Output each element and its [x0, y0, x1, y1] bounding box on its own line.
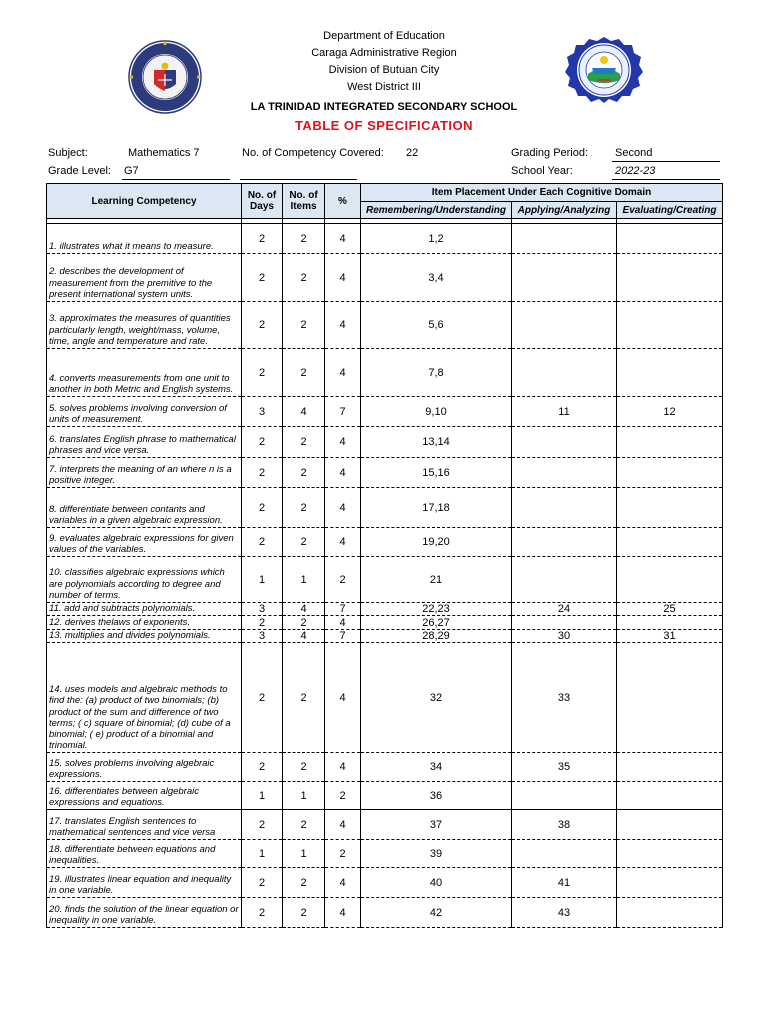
items-cell: 2: [283, 616, 325, 630]
days-cell: 2: [242, 616, 283, 630]
days-cell: 1: [242, 557, 283, 603]
competency-cell: 9. evaluates algebraic expressions for given values of the variables.: [47, 528, 242, 557]
days-cell: 2: [242, 643, 283, 753]
evaluating-items-cell: [617, 528, 723, 557]
applying-items-cell: [512, 488, 617, 528]
evaluating-items-cell: [617, 302, 723, 349]
competency-cell: 18. differentiate between equations and inequalities.: [47, 840, 242, 868]
percent-cell: 4: [325, 643, 361, 753]
table-row: [47, 868, 723, 898]
department-name: Department of Education: [323, 30, 445, 42]
evaluating-items-cell: [617, 224, 723, 254]
evaluating-items-cell: [617, 616, 723, 630]
competency-cell: 2. describes the development of measurement from the premitive to the present international system units.: [47, 254, 242, 302]
remembering-items-cell: 7,8: [361, 349, 512, 397]
grading-period-underline: [612, 161, 720, 162]
evaluating-items-cell: 12: [617, 397, 723, 427]
competency-cell: 19. illustrates linear equation and inequality in one variable.: [47, 868, 242, 898]
school-year-value: 2022-23: [615, 165, 656, 177]
items-cell: 2: [283, 898, 325, 928]
evaluating-items-cell: [617, 254, 723, 302]
remembering-items-cell: 15,16: [361, 458, 512, 488]
table-row: [47, 898, 723, 928]
items-cell: 2: [283, 349, 325, 397]
remembering-items-cell: 21: [361, 557, 512, 603]
items-cell: 2: [283, 643, 325, 753]
applying-items-cell: [512, 427, 617, 458]
applying-items-cell: 24: [512, 603, 617, 616]
percent-cell: 4: [325, 898, 361, 928]
applying-items-cell: 43: [512, 898, 617, 928]
competency-cell: 12. derives thelaws of exponents.: [47, 616, 242, 630]
grade-level-value: G7: [124, 165, 139, 177]
evaluating-items-cell: [617, 643, 723, 753]
competency-cell: 7. interprets the meaning of an where n is a positive integer.: [47, 458, 242, 488]
evaluating-items-cell: 25: [617, 603, 723, 616]
percent-cell: 4: [325, 224, 361, 254]
items-cell: 4: [283, 397, 325, 427]
days-cell: 2: [242, 254, 283, 302]
evaluating-items-cell: [617, 458, 723, 488]
applying-items-cell: [512, 458, 617, 488]
days-cell: 2: [242, 528, 283, 557]
table-row: [47, 603, 723, 616]
evaluating-items-cell: [617, 488, 723, 528]
district-name: West District III: [347, 81, 421, 93]
percent-cell: 4: [325, 753, 361, 782]
evaluating-items-cell: [617, 840, 723, 868]
table-row: [47, 643, 723, 753]
days-cell: 2: [242, 753, 283, 782]
document-title: TABLE OF SPECIFICATION: [294, 118, 474, 133]
evaluating-items-cell: 31: [617, 630, 723, 643]
days-cell: 2: [242, 810, 283, 840]
items-cell: 2: [283, 458, 325, 488]
table-row: [47, 810, 723, 840]
table-row: [47, 557, 723, 603]
percent-cell: 4: [325, 616, 361, 630]
evaluating-items-cell: [617, 557, 723, 603]
items-cell: 4: [283, 603, 325, 616]
days-cell: 2: [242, 427, 283, 458]
evaluating-items-cell: [617, 427, 723, 458]
grade-level-label: Grade Level:: [48, 165, 111, 177]
header-no-of-items: No. of Items: [283, 184, 325, 219]
table-row: [47, 397, 723, 427]
remembering-items-cell: 40: [361, 868, 512, 898]
days-cell: 2: [242, 458, 283, 488]
table-row: [47, 458, 723, 488]
items-cell: 2: [283, 868, 325, 898]
competency-cell: 11. add and subtracts polynomials.: [47, 603, 242, 616]
items-cell: 2: [283, 427, 325, 458]
table-row: [47, 302, 723, 349]
competency-cell: 17. translates English sentences to mathematical sentences and vice versa: [47, 810, 242, 840]
items-cell: 2: [283, 224, 325, 254]
applying-items-cell: [512, 254, 617, 302]
percent-cell: 4: [325, 488, 361, 528]
items-cell: 1: [283, 557, 325, 603]
remembering-items-cell: 13,14: [361, 427, 512, 458]
remembering-items-cell: 26,27: [361, 616, 512, 630]
evaluating-items-cell: [617, 810, 723, 840]
competency-cell: 15. solves problems involving algebraic expressions.: [47, 753, 242, 782]
items-cell: 1: [283, 840, 325, 868]
applying-items-cell: [512, 302, 617, 349]
competency-cell: 6. translates English phrase to mathematical phrases and vice versa.: [47, 427, 242, 458]
table-row: [47, 427, 723, 458]
percent-cell: 4: [325, 302, 361, 349]
percent-cell: 7: [325, 397, 361, 427]
days-cell: 2: [242, 302, 283, 349]
school-year-underline: [612, 179, 720, 180]
evaluating-items-cell: [617, 349, 723, 397]
evaluating-items-cell: [617, 868, 723, 898]
remembering-items-cell: 32: [361, 643, 512, 753]
table-row: [47, 224, 723, 254]
applying-items-cell: 38: [512, 810, 617, 840]
applying-items-cell: 41: [512, 868, 617, 898]
days-cell: 2: [242, 898, 283, 928]
subject-label: Subject:: [48, 147, 88, 159]
remembering-items-cell: 17,18: [361, 488, 512, 528]
items-cell: 2: [283, 753, 325, 782]
items-cell: 2: [283, 810, 325, 840]
remembering-items-cell: 19,20: [361, 528, 512, 557]
table-row: [47, 349, 723, 397]
table-row: [47, 782, 723, 810]
applying-items-cell: [512, 557, 617, 603]
items-cell: 2: [283, 488, 325, 528]
percent-cell: 4: [325, 349, 361, 397]
days-cell: 2: [242, 349, 283, 397]
competency-cell: 8. differentiate between contants and variables in a given algebraic expression.: [47, 488, 242, 528]
evaluating-items-cell: [617, 753, 723, 782]
grading-period-label: Grading Period:: [511, 147, 589, 159]
percent-cell: 4: [325, 427, 361, 458]
days-cell: 3: [242, 603, 283, 616]
percent-cell: 4: [325, 810, 361, 840]
specification-table: [46, 183, 723, 928]
days-cell: 2: [242, 224, 283, 254]
applying-items-cell: [512, 528, 617, 557]
applying-items-cell: [512, 616, 617, 630]
percent-cell: 4: [325, 528, 361, 557]
competency-cell: 1. illustrates what it means to measure.: [47, 224, 242, 254]
applying-items-cell: [512, 840, 617, 868]
remembering-items-cell: 36: [361, 782, 512, 810]
percent-cell: 4: [325, 458, 361, 488]
subject-value: Mathematics 7: [128, 147, 200, 159]
applying-items-cell: [512, 224, 617, 254]
header-learning-competency: Learning Competency: [47, 184, 242, 219]
days-cell: 3: [242, 397, 283, 427]
table-row: [47, 840, 723, 868]
evaluating-items-cell: [617, 898, 723, 928]
items-cell: 2: [283, 302, 325, 349]
header-percent: %: [325, 184, 361, 219]
table-row: [47, 488, 723, 528]
percent-cell: 2: [325, 782, 361, 810]
header-remembering-understanding: Remembering/Understanding: [361, 202, 512, 219]
competency-underline: [240, 179, 357, 180]
applying-items-cell: 35: [512, 753, 617, 782]
days-cell: 2: [242, 488, 283, 528]
remembering-items-cell: 34: [361, 753, 512, 782]
table-row: [47, 616, 723, 630]
percent-cell: 7: [325, 630, 361, 643]
percent-cell: 4: [325, 868, 361, 898]
applying-items-cell: 30: [512, 630, 617, 643]
table-row: [47, 630, 723, 643]
school-year-label: School Year:: [511, 165, 573, 177]
header-item-placement: Item Placement Under Each Cognitive Domain: [361, 184, 723, 202]
remembering-items-cell: 9,10: [361, 397, 512, 427]
remembering-items-cell: 39: [361, 840, 512, 868]
competency-cell: 10. classifies algebraic expressions which are polynomials according to degree and number of terms.: [47, 557, 242, 603]
competency-cell: 14. uses models and algebraic methods to find the: (a) product of two binomials; (b) product of the sum and difference of two terms; ( c) square of binomial; (d) cube of a binomial; ( e) product of a binomial and trinomial.: [47, 643, 242, 753]
competency-cell: 13. multiplies and divides polynomials.: [47, 630, 242, 643]
header-evaluating-creating: Evaluating/Creating: [617, 202, 723, 219]
percent-cell: 7: [325, 603, 361, 616]
document-header: [0, 28, 768, 135]
table-row: [47, 254, 723, 302]
items-cell: 2: [283, 254, 325, 302]
competency-count-label: No. of Competency Covered:: [242, 147, 384, 159]
grading-period-value: Second: [615, 147, 653, 159]
days-cell: 3: [242, 630, 283, 643]
remembering-items-cell: 37: [361, 810, 512, 840]
days-cell: 1: [242, 840, 283, 868]
applying-items-cell: 33: [512, 643, 617, 753]
competency-count-value: 22: [406, 147, 419, 159]
table-row: [47, 528, 723, 557]
items-cell: 2: [283, 528, 325, 557]
remembering-items-cell: 22,23: [361, 603, 512, 616]
percent-cell: 4: [325, 254, 361, 302]
days-cell: 1: [242, 782, 283, 810]
remembering-items-cell: 1,2: [361, 224, 512, 254]
remembering-items-cell: 28,29: [361, 630, 512, 643]
region-name: Caraga Administrative Region: [311, 47, 457, 59]
table-row: [47, 753, 723, 782]
applying-items-cell: [512, 349, 617, 397]
remembering-items-cell: 42: [361, 898, 512, 928]
header-applying-analyzing: Applying/Analyzing: [512, 202, 617, 219]
competency-cell: 16. differentiates between algebraic expressions and equations.: [47, 782, 242, 810]
percent-cell: 2: [325, 840, 361, 868]
days-cell: 2: [242, 868, 283, 898]
competency-cell: 3. approximates the measures of quantities particularly length, weight/mass, volume, time, angle and temperature and rate.: [47, 302, 242, 349]
header-no-of-days: No. of Days: [242, 184, 283, 219]
evaluating-items-cell: [617, 782, 723, 810]
grade-level-underline: [122, 179, 230, 180]
applying-items-cell: [512, 782, 617, 810]
competency-cell: 20. finds the solution of the linear equation or inequality in one variable.: [47, 898, 242, 928]
items-cell: 4: [283, 630, 325, 643]
remembering-items-cell: 5,6: [361, 302, 512, 349]
school-name: LA TRINIDAD INTEGRATED SECONDARY SCHOOL: [250, 101, 518, 113]
competency-cell: 5. solves problems involving conversion of units of measurement.: [47, 397, 242, 427]
division-name: Division of Butuan City: [328, 64, 440, 76]
items-cell: 1: [283, 782, 325, 810]
percent-cell: 2: [325, 557, 361, 603]
competency-cell: 4. converts measurements from one unit to another in both Metric and English systems.: [47, 349, 242, 397]
remembering-items-cell: 3,4: [361, 254, 512, 302]
applying-items-cell: 11: [512, 397, 617, 427]
